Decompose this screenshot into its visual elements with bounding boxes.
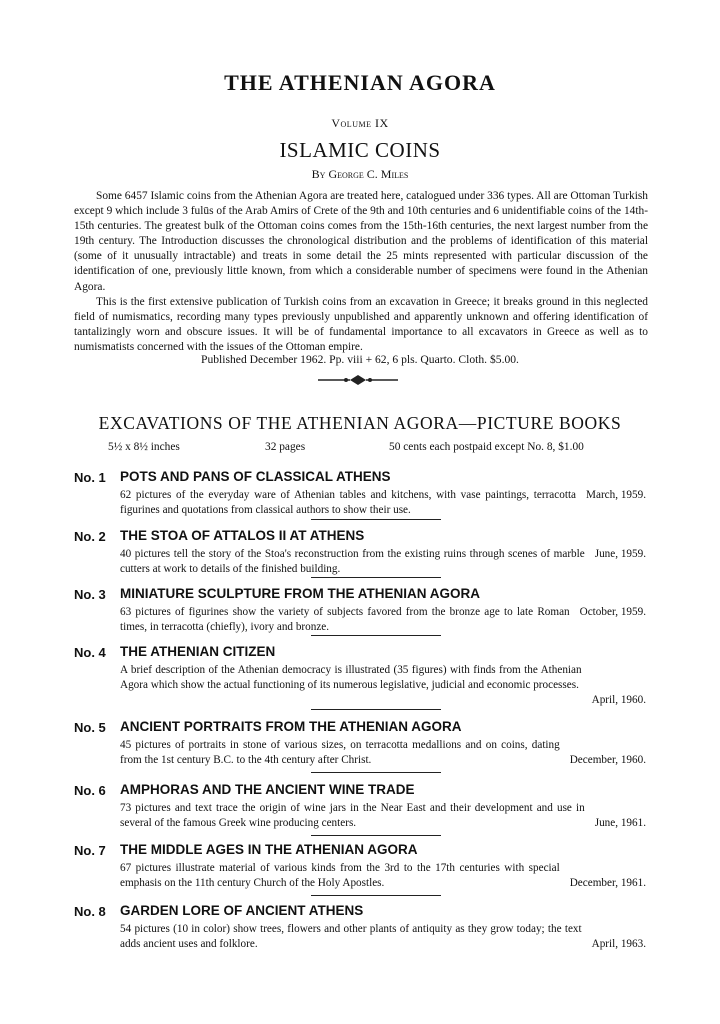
book-description: December, 1961. 67 pictures illustrate material of various kinds from the 3rd to the 17th centuries with special emphasis on the 11th century Church of the Holy Apostles.	[120, 862, 646, 889]
book-description: December, 1960. 45 pictures of portraits in stone of various sizes, on terracotta medallions and on coins, dating from the 1st century B.C. to the 4th century after Christ.	[120, 739, 646, 766]
series-pages: 32 pages	[265, 441, 306, 453]
divider-rule	[311, 709, 441, 710]
book-title: GARDEN LORE OF ANCIENT ATHENS	[120, 903, 364, 918]
book-number: No. 5	[74, 720, 106, 735]
intro-paragraph-2: This is the first extensive publication of Turkish coins from an excavation in Greece; it breaks ground in this neglected field of numismatics, recording many types previously unpublished and apparently unknown and offering identification of tantalizingly worn and obscure issues. It will be of fundamental importance to all excavators in Greece as well as to numismatists concerned with the issues of the Ottoman empire.	[74, 295, 648, 353]
series-price: 50 cents each postpaid except No. 8, $1.00	[389, 441, 584, 453]
book-date: March, 1959.	[586, 489, 646, 501]
series-title: EXCAVATIONS OF THE ATHENIAN AGORA—PICTURE BOOKS	[98, 413, 622, 433]
book-description: October, 1959. 63 pictures of figurines show the variety of subjects favored from the bronze age to late Roman times, in terracotta (chiefly), ivory and bronze.	[120, 606, 646, 633]
series-size: 5½ x 8½ inches	[108, 441, 180, 453]
book-title: THE STOA OF ATTALOS II AT ATHENS	[120, 528, 365, 543]
divider-rule	[311, 577, 441, 578]
divider-rule	[311, 895, 441, 896]
book-title: ANCIENT PORTRAITS FROM THE ATHENIAN AGORA	[120, 719, 462, 734]
ornament-divider-icon	[316, 372, 400, 388]
book-subtitle: ISLAMIC COINS	[279, 138, 441, 162]
book-date: December, 1961.	[569, 877, 646, 889]
book-date: April, 1963.	[591, 938, 646, 950]
book-number: No. 8	[74, 904, 106, 919]
divider-rule	[311, 519, 441, 520]
book-date: June, 1959.	[594, 548, 646, 560]
intro-paragraph-1: Some 6457 Islamic coins from the Athenian Agora are treated here, catalogued under 336 types. All are Ottoman Turkish except 9 which include 3 fulūs of the Arab Amirs of Crete of the 9th and 10th centuries and 6 unidentifiable coins of the 14th-15th centuries. The greatest bulk of the Ottoman coins comes from the 15th-16th centuries, the next largest number from the 19th century. The Introduction discusses the chronological distribution and the problems of identification of this material (some of it unusually intractable) and treats in some detail the 25 mints represented with particular discussion of the identification of one, previously little known, from which a considerable number of specimens were found in the Athenian Agora.	[74, 190, 648, 293]
book-date: December, 1960.	[569, 754, 646, 766]
book-date: April, 1960.	[591, 694, 646, 706]
book-title: THE MIDDLE AGES IN THE ATHENIAN AGORA	[120, 842, 418, 857]
divider-rule	[311, 772, 441, 773]
book-number: No. 7	[74, 843, 106, 858]
book-title: AMPHORAS AND THE ANCIENT WINE TRADE	[120, 782, 415, 797]
page-title: THE ATHENIAN AGORA	[224, 70, 496, 95]
book-number: No. 6	[74, 783, 106, 798]
book-description: June, 1959. 40 pictures tell the story of the Stoa's reconstruction from the existing ruins through scenes of marble cutters at work to details of the finished building.	[120, 548, 646, 575]
book-description: March, 1959. 62 pictures of the everyday ware of Athenian tables and kitchens, with vase paintings, terracotta figurines and quotations from classical authors to show their use.	[120, 489, 646, 516]
author-line: By George C. Miles	[311, 167, 409, 181]
book-title: THE ATHENIAN CITIZEN	[120, 644, 276, 659]
divider-rule	[311, 835, 441, 836]
book-number: No. 4	[74, 645, 106, 660]
book-title: POTS AND PANS OF CLASSICAL ATHENS	[120, 469, 391, 484]
book-number: No. 2	[74, 529, 106, 544]
book-title: MINIATURE SCULPTURE FROM THE ATHENIAN AGORA	[120, 586, 480, 601]
divider-rule	[311, 635, 441, 636]
volume-label: Volume IX	[331, 116, 389, 130]
book-description: April, 1963. 54 pictures (10 in color) show trees, flowers and other plants of antiquity as they grow today; the text adds ancient uses and folklore.	[120, 923, 646, 950]
book-date: June, 1961.	[594, 817, 646, 829]
intro-text	[74, 189, 648, 355]
book-date: October, 1959.	[579, 606, 646, 618]
book-description: April, 1960. A brief description of the Athenian democracy is illustrated (35 figures) with finds from the Athenian Agora which show the actual functioning of its numerous legislative, judicial and economic processes.	[120, 664, 646, 706]
book-number: No. 1	[74, 470, 106, 485]
publication-info: Published December 1962. Pp. viii + 62, 6 pls. Quarto. Cloth. $5.00.	[201, 353, 519, 366]
book-description: June, 1961. 73 pictures and text trace the origin of wine jars in the Near East and their development and use in several of the famous Greek wine producing centers.	[120, 802, 646, 829]
book-number: No. 3	[74, 587, 106, 602]
